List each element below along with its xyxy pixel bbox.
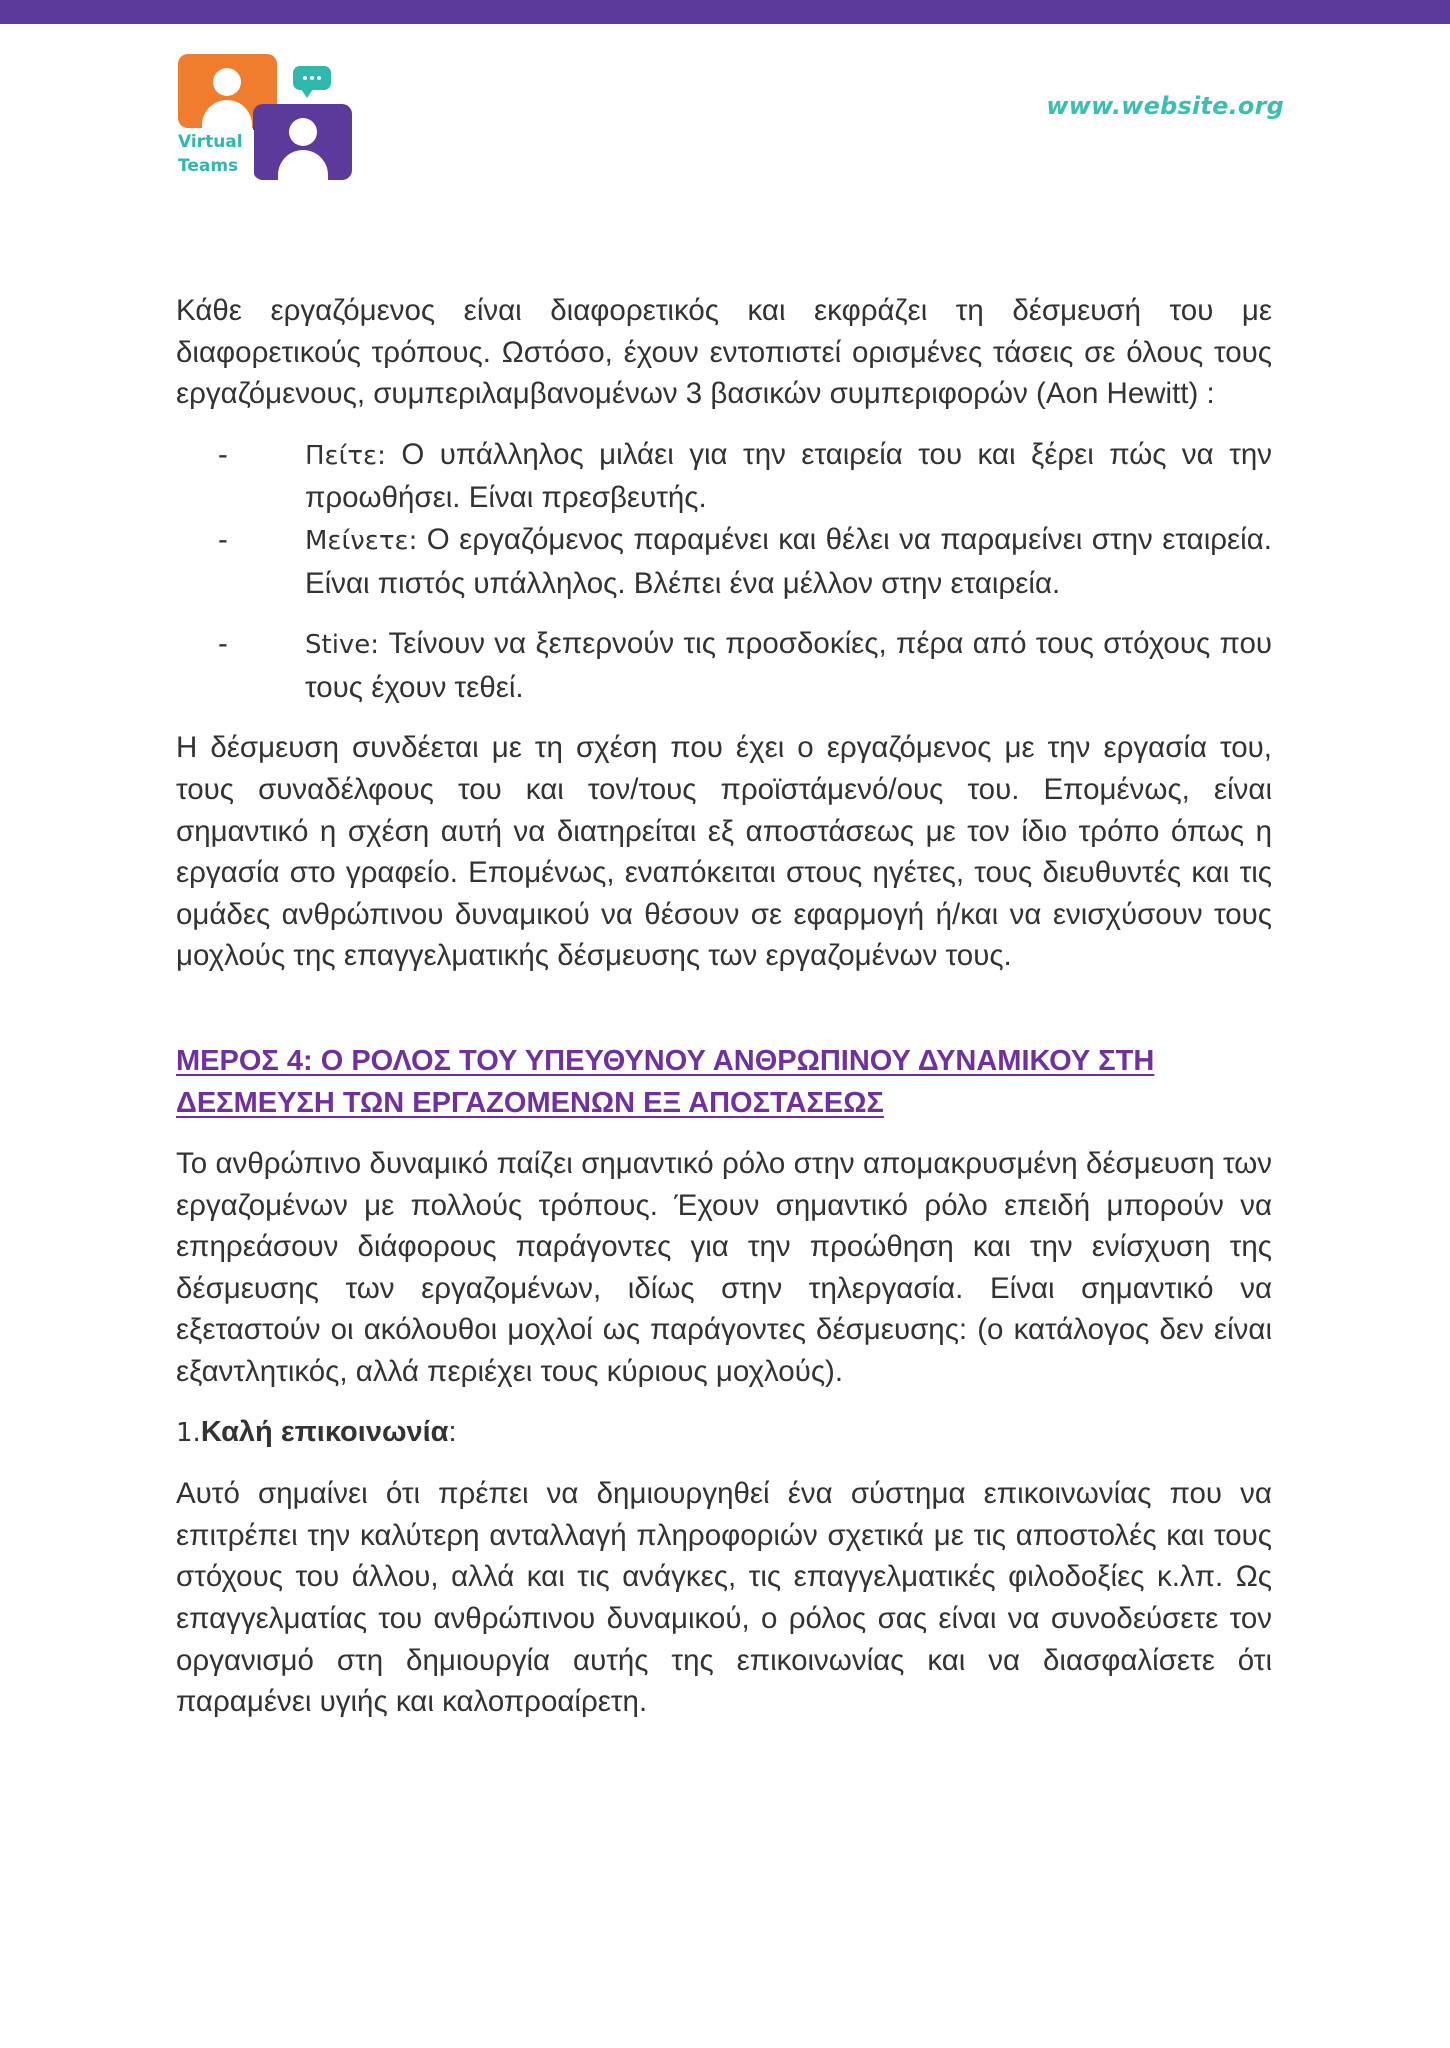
virtual-teams-logo [176, 52, 358, 182]
list-item-text: Ο εργαζόμενος παραμένει και θέλει να παραμείνει στην εταιρεία. Είναι πιστός υπάλληλος. Βλέπει ένα μέλλον στην εταιρεία. [305, 522, 1272, 600]
top-accent-bar [0, 0, 1450, 24]
list-item [176, 519, 1272, 604]
list-dash: - [218, 522, 228, 556]
list-dash: - [218, 437, 228, 471]
subsection-number: 1. [176, 1417, 201, 1448]
list-item-label: Μείνετε: [305, 525, 418, 556]
behaviors-list [176, 434, 1272, 709]
list-dash: - [218, 627, 228, 661]
list-item-text: Ο υπάλληλος μιλάει για την εταιρεία του και ξέρει πώς να την προωθήσει. Είναι πρεσβευτής. [305, 437, 1273, 515]
document-body [176, 290, 1272, 1723]
list-item-label: Stive: [305, 630, 380, 661]
communication-paragraph: Αυτό σημαίνει ότι πρέπει να δημιουργηθεί ένα σύστημα επικοινωνίας που να επιτρέπει την καλύτερη ανταλλαγή πληροφοριών σχετικά με τις αποστολές και τους στόχους του άλλου, αλλά και τις ανάγκες, τις επαγγελματικές φιλοδοξίες κ.λπ. Ως επαγγελματίας του ανθρώπινου δυναμικού, ο ρόλος σας είναι να συνοδεύσετε τον οργανισμό στη δημιουργία αυτής της επικοινωνίας και να διασφαλίσετε ότι παραμένει υγιής και καλοπροαίρετη. [176, 1477, 1272, 1719]
list-item [176, 434, 1272, 519]
hr-role-paragraph: Το ανθρώπινο δυναμικό παίζει σημαντικό ρόλο στην απομακρυσμένη δέσμευση των εργαζομένων με πολλούς τρόπους. Έχουν σημαντικό ρόλο επειδή μπορούν να επηρεάσουν διάφορους παράγοντες για την προώθηση και την ενίσχυση της δέσμευσης των εργαζομένων, ιδίως στην τηλεργασία. Είναι σημαντικό να εξεταστούν οι ακόλουθοι μοχλοί ως παράγοντες δέσμευσης: (ο κατάλογος δεν είναι εξαντλητικός, αλλά περιέχει τους κύριους μοχλούς). [176, 1147, 1272, 1389]
person-purple-icon [253, 104, 352, 180]
subsection-title: Καλή επικοινωνία [200, 1415, 449, 1448]
list-item [176, 623, 1272, 708]
list-item-label: Πείτε: [305, 440, 386, 471]
subsection-heading [176, 1412, 1272, 1455]
intro-paragraph: Κάθε εργαζόμενος είναι διαφορετικός και εκφράζει τη δέσμευσή του με διαφορετικούς τρόπους. Ωστόσο, έχουν εντοπιστεί ορισμένες τάσεις σε όλους τους εργαζόμενους, συμπεριλαμβανομένων 3 βασικών συμπεριφορών (Aon Hewitt) : [176, 294, 1272, 411]
chat-bubble-icon [293, 66, 331, 90]
website-url[interactable]: www.website.org [1046, 92, 1284, 120]
logo-text: Virtual Teams [178, 130, 254, 178]
section-heading: ΜΕΡΟΣ 4: Ο ΡΟΛΟΣ ΤΟΥ ΥΠΕΥΘΥΝΟΥ ΑΝΘΡΩΠΙΝΟΥ ΔΥΝΑΜΙΚΟΥ ΣΤΗ ΔΕΣΜΕΥΣΗ ΤΩΝ ΕΡΓΑΖΟΜΕΝΩΝ ΕΞ ΑΠΟΣΤΑΣΕΩΣ [176, 1044, 1155, 1119]
list-item-text: Τείνουν να ξεπερνούν τις προσδοκίες, πέρα από τους στόχους που τους έχουν τεθεί. [305, 627, 1272, 704]
engagement-paragraph: Η δέσμευση συνδέεται με τη σχέση που έχει ο εργαζόμενος με την εργασία του, τους συναδέλφους του και τον/τους προϊστάμενό/ους του. Επομένως, είναι σημαντικό η σχέση αυτή να διατηρείται εξ αποστάσεως με τον ίδιο τρόπο όπως η εργασία στο γραφείο. Επομένως, εναπόκειται στους ηγέτες, τους διευθυντές και τις ομάδες ανθρώπινου δυναμικού να θέσουν σε εφαρμογή ή/και να ενισχύσουν τους μοχλούς της επαγγελματικής δέσμευσης των εργαζομένων τους. [176, 731, 1272, 973]
subsection-suffix: : [448, 1415, 457, 1448]
